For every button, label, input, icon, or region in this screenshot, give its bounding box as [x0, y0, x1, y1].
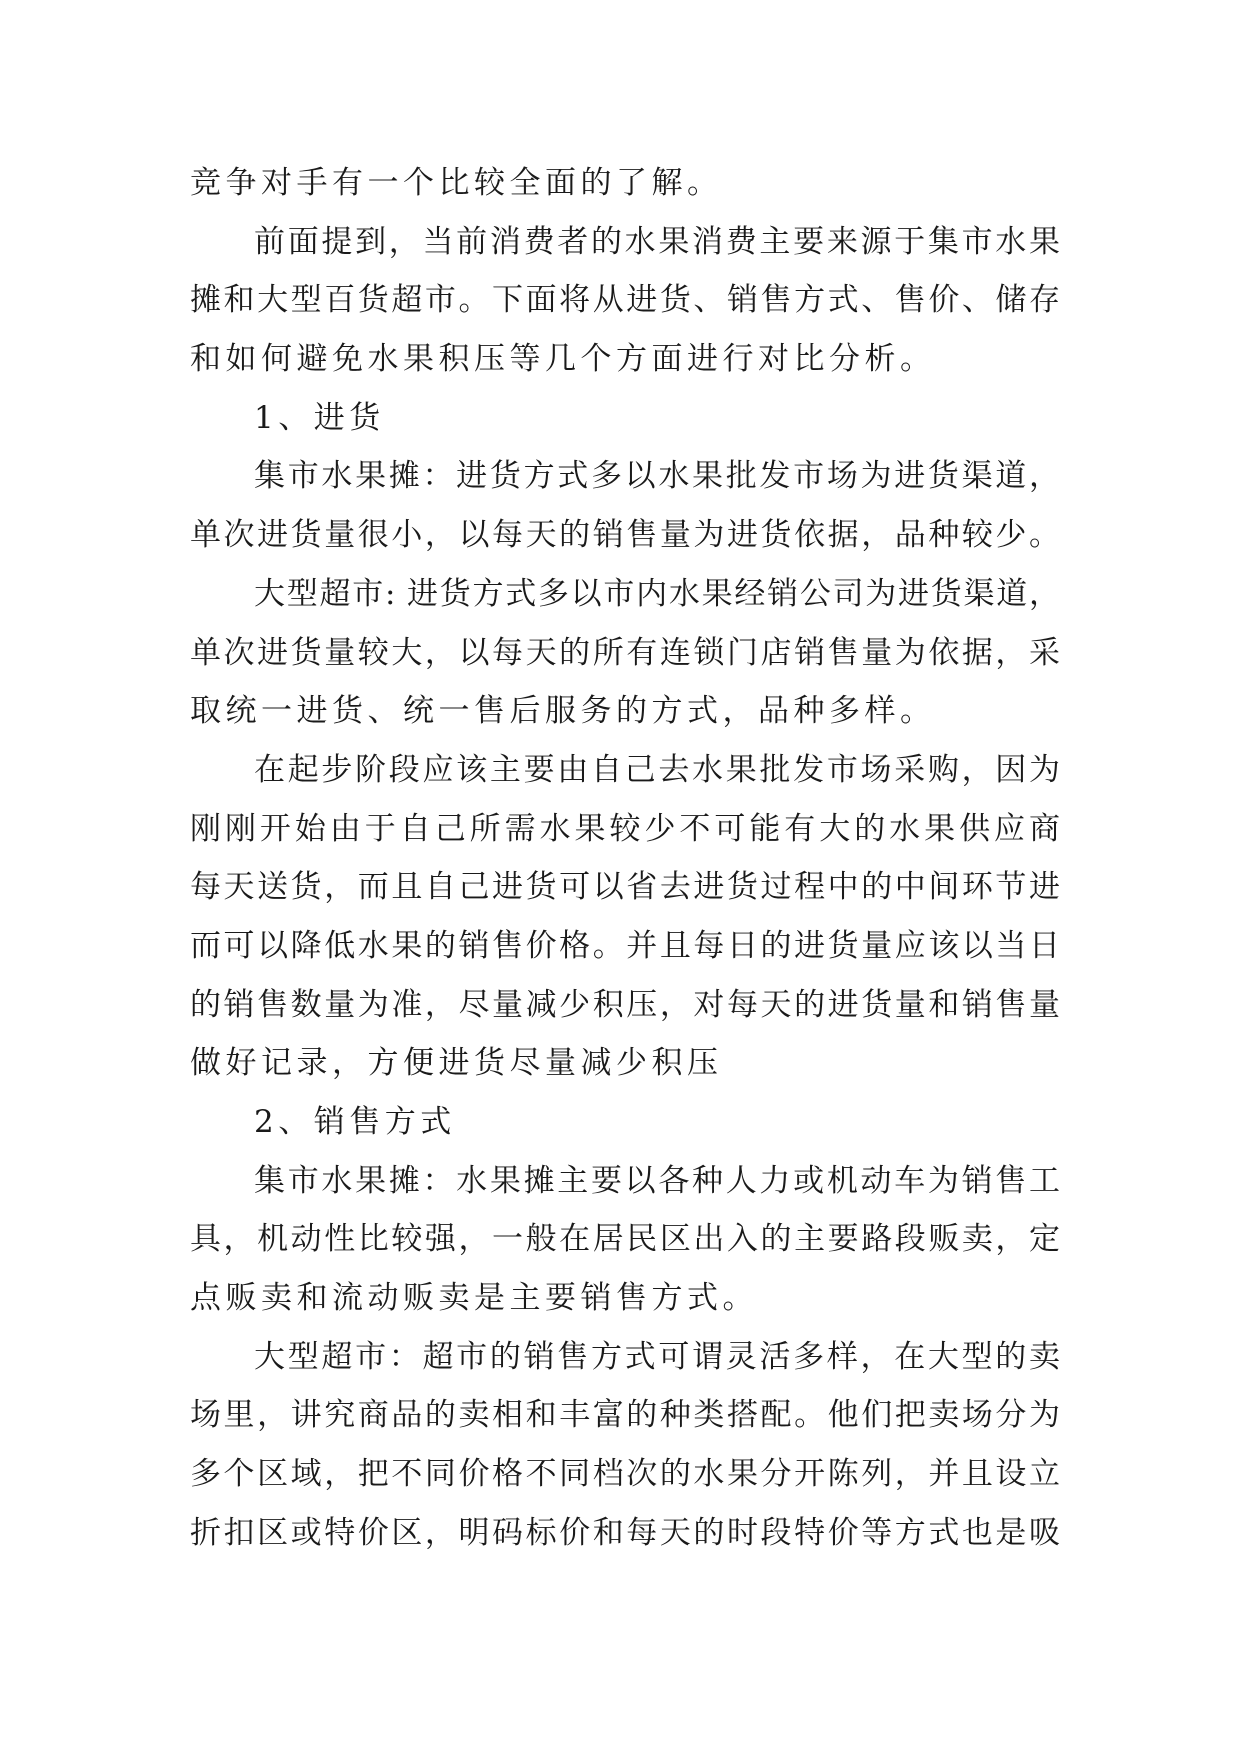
text-line: 大型超市: 进货方式多以市内水果经销公司为进货渠道，: [254, 575, 1060, 612]
text-line: 每天送货，而且自己进货可以省去进货过程中的中间环节进: [190, 869, 1060, 906]
text-line: 多个区域，把不同价格不同档次的水果分开陈列，并且设立: [190, 1456, 1060, 1493]
text-line: 和如何避免水果积压等几个方面进行对比分析。: [190, 341, 936, 378]
text-line: 做好记录，方便进货尽量减少积压: [190, 1045, 723, 1082]
text-line: 大型超市：超市的销售方式可谓灵活多样，在大型的卖: [254, 1338, 1060, 1375]
text-line: 取统一进货、统一售后服务的方式，品种多样。: [190, 693, 936, 730]
section-heading: 2、销售方式: [254, 1104, 456, 1140]
text-line: 单次进货量很小，以每天的销售量为进货依据，品种较少。: [190, 517, 1060, 554]
text-line: 具，机动性比较强，一般在居民区出入的主要路段贩卖，定: [190, 1221, 1060, 1258]
text-line: 单次进货量较大，以每天的所有连锁门店销售量为依据，采: [190, 634, 1060, 671]
text-line: 在起步阶段应该主要由自己去水果批发市场采购，因为: [254, 751, 1060, 788]
text-line: 集市水果摊：进货方式多以水果批发市场为进货渠道，: [254, 458, 1060, 495]
text-line: 场里，讲究商品的卖相和丰富的种类搭配。他们把卖场分为: [190, 1397, 1060, 1434]
text-line: 折扣区或特价区，明码标价和每天的时段特价等方式也是吸: [190, 1514, 1060, 1551]
text-line: 点贩卖和流动贩卖是主要销售方式。: [190, 1280, 758, 1317]
text-line: 竞争对手有一个比较全面的了解。: [190, 165, 723, 201]
text-line: 的销售数量为准，尽量减少积压，对每天的进货量和销售量: [190, 986, 1060, 1023]
text-line: 集市水果摊：水果摊主要以各种人力或机动车为销售工: [254, 1162, 1060, 1199]
section-heading: 1、进货: [254, 399, 385, 436]
text-line: 前面提到，当前消费者的水果消费主要来源于集市水果: [254, 223, 1060, 260]
document-page: [190, 154, 1060, 1563]
text-line: 刚刚开始由于自己所需水果较少不可能有大的水果供应商: [190, 810, 1060, 847]
text-line: 而可以降低水果的销售价格。并且每日的进货量应该以当日: [190, 927, 1060, 964]
text-line: 摊和大型百货超市。下面将从进货、销售方式、售价、储存: [190, 282, 1060, 319]
